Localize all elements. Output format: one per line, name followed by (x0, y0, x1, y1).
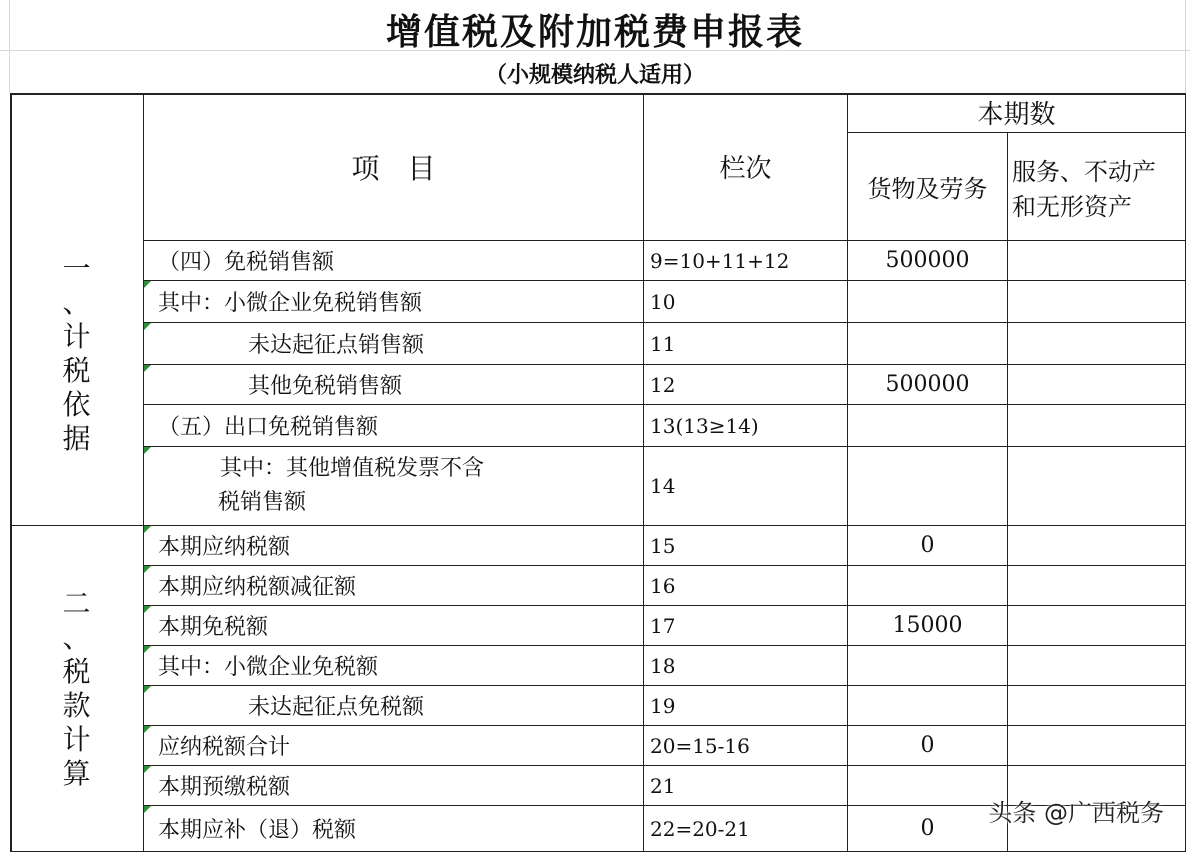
section-char: 算 (62, 756, 91, 790)
row-services[interactable] (1008, 365, 1186, 405)
row-services[interactable] (1008, 281, 1186, 323)
form-subtitle: （小规模纳税人适用） (484, 63, 705, 88)
row-item: 本期应补（退）税额 (144, 806, 644, 852)
row-item: 其中：小微企业免税额 (144, 646, 644, 686)
row-item (144, 447, 644, 526)
form-title: 增值税及附加税费申报表 (385, 12, 804, 53)
section-char: 计 (62, 320, 91, 353)
row-item: 本期预缴税额 (144, 766, 644, 806)
row-goods[interactable] (848, 447, 1008, 526)
row-column: 16 (644, 566, 848, 606)
row-services[interactable] (1008, 405, 1186, 447)
row-goods[interactable] (848, 566, 1008, 606)
row-services[interactable] (1008, 447, 1186, 526)
row-column: 20=15-16 (644, 726, 848, 766)
row-column: 18 (644, 646, 848, 686)
watermark: 头条 @广西税务 (988, 799, 1164, 827)
row-column: 11 (644, 323, 848, 365)
row-column: 21 (644, 766, 848, 806)
header-column: 栏次 (644, 93, 848, 241)
header-goods: 货物及劳务 (848, 133, 1008, 241)
row-item: 未达起征点免税额 (144, 686, 644, 726)
row-item: 未达起征点销售额 (144, 323, 644, 365)
section-char: 、 (62, 286, 91, 319)
row-services[interactable] (1008, 726, 1186, 766)
row-goods[interactable]: 0 (848, 806, 1008, 852)
section-char: 据 (62, 422, 91, 455)
row-column: 9=10+11+12 (644, 241, 848, 281)
section-char: 依 (62, 388, 91, 421)
row-goods[interactable] (848, 281, 1008, 323)
row-column: 13(13≥14) (644, 405, 848, 447)
row-goods[interactable] (848, 766, 1008, 806)
row-item: （五）出口免税销售额 (144, 405, 644, 447)
row-goods[interactable]: 500000 (848, 365, 1008, 405)
row-goods[interactable]: 15000 (848, 606, 1008, 646)
row-column: 10 (644, 281, 848, 323)
row-column: 22=20-21 (644, 806, 848, 852)
row-item: 其他免税销售额 (144, 365, 644, 405)
row-goods[interactable]: 500000 (848, 241, 1008, 281)
row-services[interactable] (1008, 606, 1186, 646)
row-column: 14 (644, 447, 848, 526)
section-tax-calc (10, 526, 144, 852)
row-services[interactable] (1008, 241, 1186, 281)
section-char: 、 (62, 620, 91, 654)
row-column: 15 (644, 526, 848, 566)
section-char: 税 (62, 354, 91, 387)
row-column: 17 (644, 606, 848, 646)
row-services[interactable] (1008, 526, 1186, 566)
row-item: （四）免税销售额 (144, 241, 644, 281)
row-goods[interactable] (848, 646, 1008, 686)
section-char: 一 (62, 252, 91, 285)
row-services[interactable] (1008, 566, 1186, 606)
row-column: 19 (644, 686, 848, 726)
row-item-line: 其中：其他增值税发票不含 (220, 456, 485, 481)
row-item-line: 税销售额 (218, 490, 307, 515)
header-period: 本期数 (848, 93, 1186, 133)
row-goods[interactable] (848, 405, 1008, 447)
section-char: 计 (62, 722, 91, 756)
row-item: 其中：小微企业免税销售额 (144, 281, 644, 323)
section-char: 税 (62, 654, 91, 688)
row-services[interactable] (1008, 323, 1186, 365)
row-services[interactable] (1008, 646, 1186, 686)
header-services-line: 和无形资产 (1012, 192, 1132, 221)
declaration-table (10, 93, 1186, 852)
header-item: 项 目 (144, 93, 644, 241)
row-column: 12 (644, 365, 848, 405)
row-item: 应纳税额合计 (144, 726, 644, 766)
row-services[interactable] (1008, 686, 1186, 726)
section-char: 二 (62, 586, 91, 620)
row-item: 本期应纳税额减征额 (144, 566, 644, 606)
row-goods[interactable] (848, 323, 1008, 365)
row-goods[interactable]: 0 (848, 726, 1008, 766)
row-goods[interactable]: 0 (848, 526, 1008, 566)
section-char: 款 (62, 688, 91, 722)
header-services-line: 服务、不动产 (1012, 157, 1156, 186)
row-item: 本期免税额 (144, 606, 644, 646)
section-tax-basis (10, 93, 144, 526)
header-services (1008, 133, 1186, 241)
row-item: 本期应纳税额 (144, 526, 644, 566)
row-goods[interactable] (848, 686, 1008, 726)
